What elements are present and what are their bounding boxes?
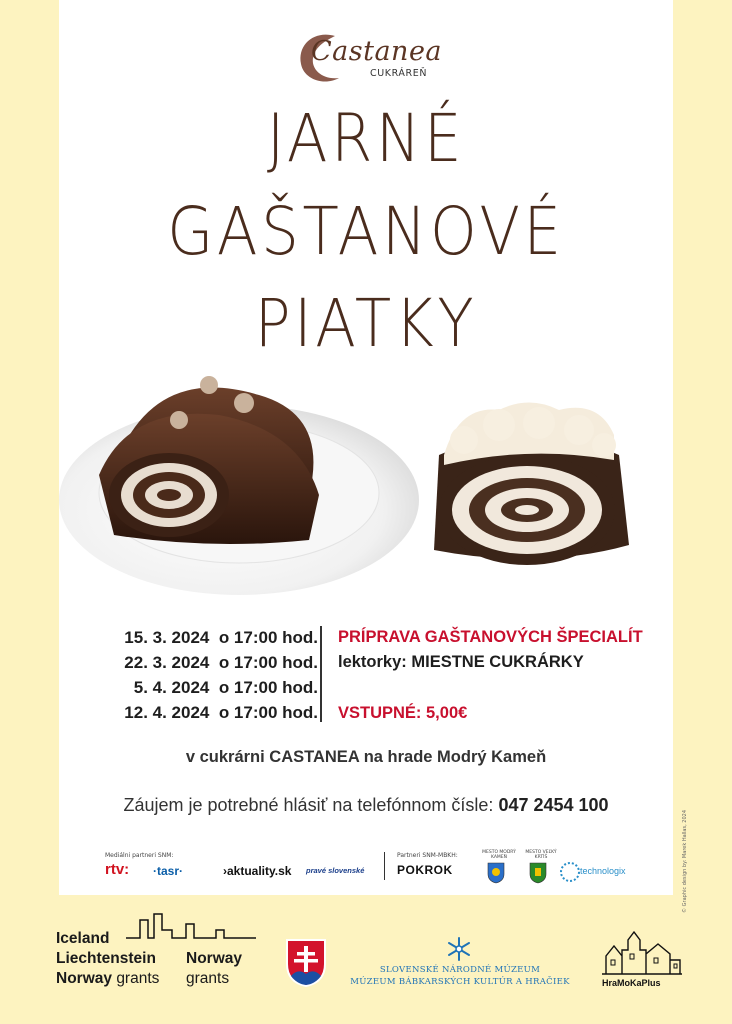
tasr-logo: ·tasr· (153, 864, 184, 878)
velky-krtis-crest-icon (529, 862, 547, 884)
castle-icon (602, 930, 682, 976)
logo-subtitle: CUKRÁREŇ (370, 68, 428, 79)
event-venue: v cukrárni CASTANEA na hrade Modrý Kameň (185, 748, 547, 766)
schedule-date: 12. 4. 2024 (124, 703, 210, 722)
design-credit: © Graphic design by: Marek Hallas, 2024 (682, 810, 688, 913)
schedule-time: o 17:00 hod. (218, 653, 318, 672)
schedule-date: 22. 3. 2024 (124, 653, 210, 672)
contact-text: Záujem je potrebné hlásiť na telefónnom čísle: (123, 795, 494, 815)
schedule-time: o 17:00 hod. (218, 703, 318, 722)
schedule-date: 15. 3. 2024 (124, 628, 210, 647)
snm-name-line-1: SLOVENSKÉ NÁRODNÉ MÚZEUM (379, 965, 541, 975)
schedule (59, 624, 673, 734)
cream-cake-slice (434, 403, 629, 566)
grants-skyline-icon (126, 912, 256, 946)
eea-norway-grants (56, 910, 256, 1000)
grants-liechtenstein: Liechtenstein (56, 950, 156, 967)
norway-grants-grants: grants (186, 970, 230, 987)
title-line-2: GAŠTANOVÉ (167, 193, 565, 270)
castanea-logo (295, 30, 445, 88)
prave-slovenske-logo: pravé slovenské (306, 866, 365, 875)
hramokaplus-logo (602, 930, 682, 990)
plate-with-cake (59, 376, 419, 595)
event-heading: PRÍPRAVA GAŠTANOVÝCH ŠPECIALÍT (338, 628, 643, 646)
snm-name-line-2: MÚZEUM BÁBKARSKÝCH KULTÚR A HRAČIEK (350, 977, 570, 987)
partners-separator (384, 852, 385, 880)
aktuality-logo: ›aktuality.sk (223, 864, 292, 878)
snm-partners-label: Partneri SNM-MBKH: (397, 852, 458, 859)
grants-iceland: Iceland (56, 930, 110, 947)
technologix-logo: technologix (580, 866, 626, 876)
contact-phone: 047 2454 100 (498, 795, 609, 815)
event-admission: VSTUPNÉ: 5,00€ (338, 704, 468, 722)
schedule-row (124, 628, 318, 648)
hramokaplus-label: HraMoKaPlus (602, 978, 661, 988)
town1-label: MESTO MODRÝ KAMEŇ (482, 850, 516, 860)
schedule-time: o 17:00 hod. (218, 628, 318, 647)
schedule-row (134, 678, 318, 698)
pokrok-logo: POKROK (397, 863, 453, 877)
poster (59, 0, 673, 895)
modry-kamen-crest-icon (487, 862, 505, 884)
rtv-logo: rtv: (105, 861, 130, 878)
contact-line (59, 795, 673, 816)
title-line-1: JARNÉ (266, 100, 466, 177)
media-partners-label: Mediálni partneri SNM: (105, 852, 174, 859)
title-line-3: PIATKY (254, 285, 478, 362)
slovak-coat-of-arms-icon (285, 938, 327, 988)
schedule-date: 5. 4. 2024 (133, 678, 210, 697)
technologix-logo-icon (559, 861, 581, 883)
norway-grants-norway: Norway (186, 950, 242, 967)
event-lecturers: lektorky: MIESTNE CUKRÁRKY (338, 653, 584, 671)
snm-snowflake-icon (446, 936, 472, 962)
schedule-row (124, 653, 318, 673)
cake-photo (59, 375, 673, 605)
schedule-row (124, 703, 318, 723)
schedule-time: o 17:00 hod. (218, 678, 318, 697)
grants-norway: Norway grants (56, 970, 160, 987)
schedule-divider (320, 626, 322, 722)
logo-brand: Castanea (311, 36, 443, 67)
town2-label: MESTO VEĽKÝ KRTÍŠ (525, 850, 557, 860)
